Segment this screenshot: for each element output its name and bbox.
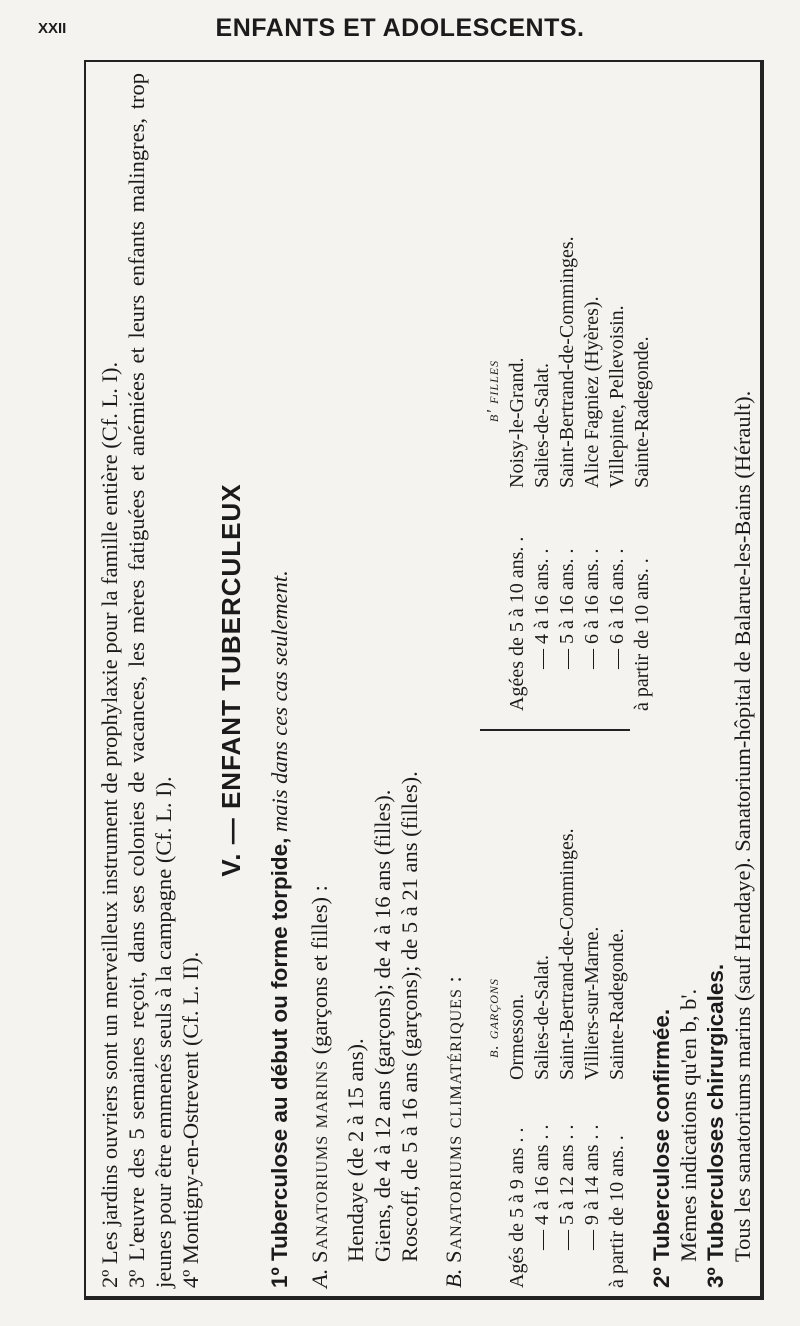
rotated-content — [88, 64, 760, 1296]
intro-item-text: Les jardins ouvriers sont un merveilleux instrument de prophylaxie pour la famille entière (Cf. L. I). — [97, 361, 122, 1265]
intro-paragraphs — [96, 73, 204, 1288]
table-row-place: Noisy-le-Grand. — [506, 357, 528, 488]
table-row-age: — 9 à 14 ans . . — [581, 1124, 603, 1250]
a-item: Hendaye (de 2 à 15 ans). — [343, 1038, 368, 1262]
a-heading-letter: A. — [307, 1268, 332, 1288]
item-2-text: Mêmes indications qu'en b, b'. — [676, 988, 701, 1262]
table-row-place: Sainte-Radegonde. — [606, 928, 628, 1080]
item-2 — [648, 989, 702, 1288]
table-row-place: Sainte-Radegonde. — [631, 336, 653, 488]
b-heading-label: Sanatoriums climatériques — [441, 988, 466, 1263]
intro-item — [96, 73, 123, 1288]
section-title: V. — ENFANT TUBERCULEUX — [216, 483, 246, 877]
b-heading — [440, 976, 467, 1288]
page-number: XXII — [38, 20, 67, 37]
table-row-place: Alice Fagniez (Hyères). — [581, 296, 603, 488]
intro-item-text: L'œuvre des 5 semaines reçoit, dans ses colonies de vacances, les mères fatiguées et anémiées et leurs enfants malingres, trop jeunes pour être emmenés seuls à la campagne (Cf. L. I). — [124, 73, 176, 1288]
table-row-age: Agés de 5 à 9 ans . . — [506, 1127, 528, 1288]
table-row-place: Villepinte, Pellevoisin. — [606, 305, 628, 488]
intro-item-number: 3º — [124, 1269, 149, 1288]
table-row-place: Salies-de-Salat. — [531, 363, 553, 488]
table-row-place: Saint-Bertrand-de-Comminges. — [556, 828, 578, 1080]
table-row-place: Salies-de-Salat. — [531, 955, 553, 1080]
boys-table — [480, 748, 630, 1288]
girls-heading: b' filles — [483, 359, 502, 423]
a-item: Giens, de 4 à 12 ans (garçons); de 4 à 16 ans (filles). — [370, 789, 395, 1262]
item-1 — [266, 570, 293, 1288]
table-divider — [480, 729, 630, 731]
intro-item — [177, 73, 204, 1288]
item-1-italic: mais dans ces cas seulement. — [267, 570, 292, 833]
item-3 — [702, 391, 756, 1288]
table-row-age: — 4 à 16 ans. . — [531, 548, 553, 669]
intro-item-text: Montigny-en-Ostrevent (Cf. L. II). — [178, 951, 203, 1265]
a-heading-rest: (garçons et filles) : — [307, 885, 332, 1055]
table-row-age: — 5 à 12 ans . . — [556, 1124, 578, 1250]
a-item: Roscoff, de 5 à 16 ans (garçons); de 5 à 21 ans (filles). — [397, 771, 422, 1262]
table-row-place: Ormesson. — [506, 993, 528, 1080]
table-row-place: Saint-Bertrand-de-Comminges. — [556, 236, 578, 488]
girls-table — [480, 71, 655, 711]
table-row-age: — 6 à 16 ans. . — [606, 548, 628, 669]
intro-item-number: 2º — [97, 1269, 122, 1288]
intro-item-number: 4º — [178, 1269, 203, 1288]
b-heading-rest: : — [441, 976, 466, 983]
table-row-age: — 5 à 16 ans. . — [556, 548, 578, 669]
table-row-age: Agées de 5 à 10 ans. . — [506, 536, 528, 711]
table-row-age: — 6 à 16 ans. . — [581, 548, 603, 669]
b-heading-letter: B. — [441, 1268, 466, 1288]
table-row-age: à partir de 10 ans. . — [606, 1135, 628, 1288]
intro-item — [123, 73, 177, 1288]
item-3-text: Tous les sanatoriums marins (sauf Hendaye). Sanatorium-hôpital de Balarue-les-Bains (Hérault). — [730, 390, 755, 1262]
table-row-age: — 4 à 16 ans . . — [531, 1124, 553, 1250]
item-1-bold: 1º Tuberculose au début ou forme torpide, — [267, 837, 292, 1288]
item-3-bold: 3º Tuberculoses chirurgicales. — [703, 963, 728, 1288]
page-title: ENFANTS ET ADOLESCENTS. — [215, 14, 585, 42]
a-heading — [306, 885, 333, 1288]
table-row-age: à partir de 10 ans. . — [631, 558, 653, 711]
a-items — [342, 771, 423, 1262]
item-2-bold: 2º Tuberculose confirmée. — [649, 1008, 674, 1288]
boys-heading: b. garçons — [483, 978, 502, 1058]
a-heading-label: Sanatoriums marins — [307, 1060, 332, 1263]
table-row-place: Villiers-sur-Marne. — [581, 926, 603, 1080]
